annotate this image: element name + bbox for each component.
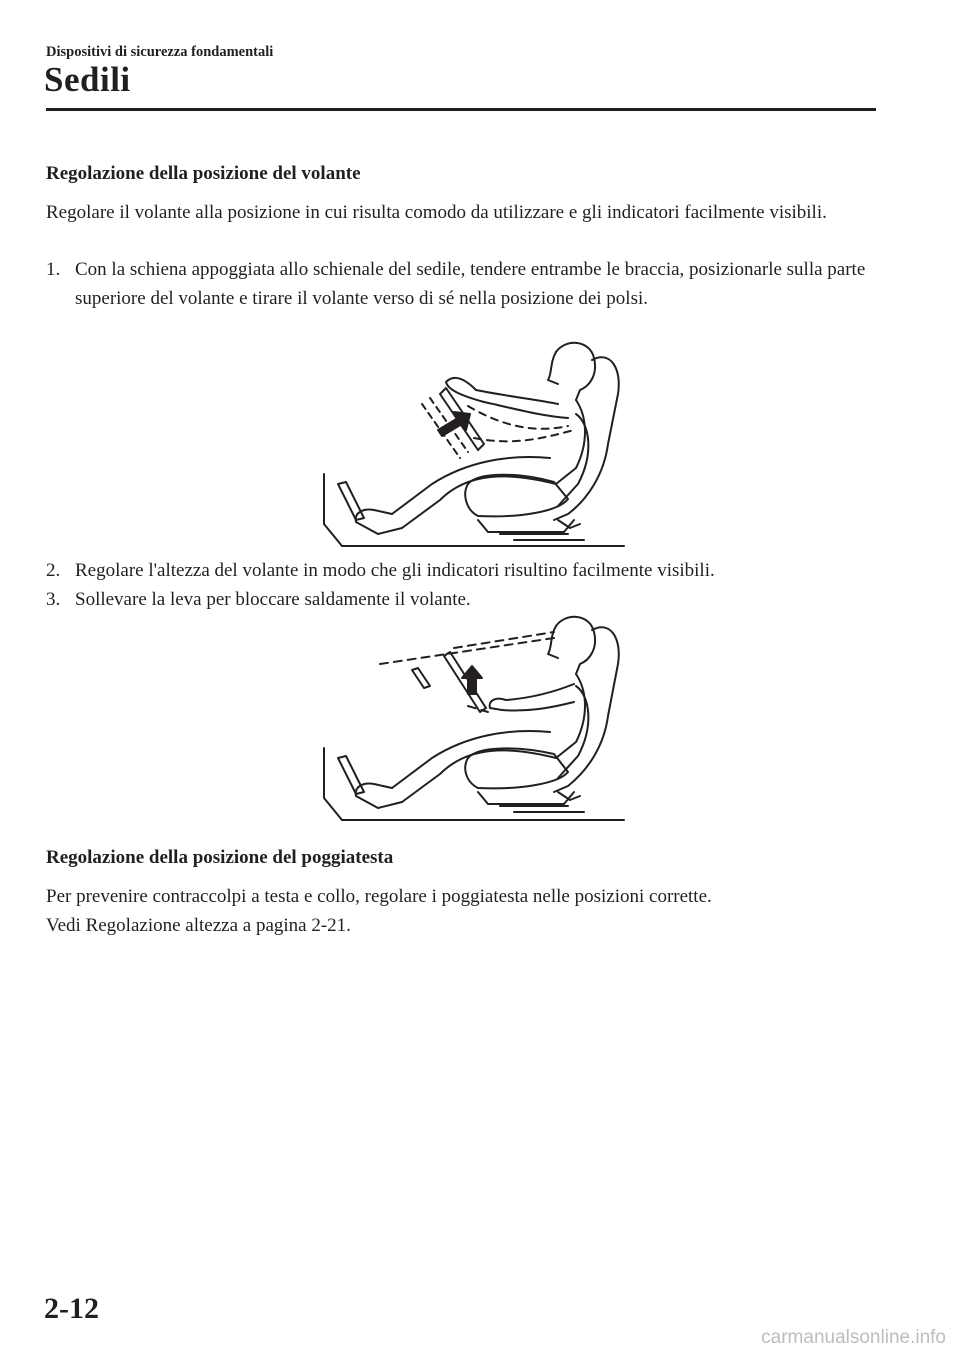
step-2 bbox=[46, 557, 886, 586]
figure-steering-height bbox=[318, 612, 628, 824]
steering-heading: Regolazione della posizione del volante bbox=[46, 163, 361, 184]
watermark: carmanualsonline.info bbox=[761, 1327, 946, 1348]
section-label: Dispositivi di sicurezza fondamentali bbox=[46, 44, 274, 60]
page-number: 2-12 bbox=[44, 1292, 99, 1325]
seat bbox=[465, 357, 619, 540]
headrest-text: Per prevenire contraccolpi a testa e collo, regolare i poggiatesta nelle posizioni corrette. bbox=[46, 886, 712, 907]
step-3 bbox=[46, 586, 886, 615]
step-text: Sollevare la leva per bloccare saldamente il volante. bbox=[75, 589, 471, 610]
step-number: 3. bbox=[46, 589, 61, 610]
pedal bbox=[338, 756, 364, 794]
pedal bbox=[338, 482, 364, 520]
figure-steering-pull bbox=[318, 334, 628, 550]
seat bbox=[465, 627, 619, 812]
step-number: 1. bbox=[46, 259, 61, 280]
title-rule bbox=[46, 108, 876, 111]
step-text: Con la schiena appoggiata allo schienale del sedile, tendere entrambe le braccia, posizionarle sulla parte superiore del volante e tirare il volante verso di sé nella posizione dei polsi. bbox=[75, 259, 866, 309]
step-text: Regolare l'altezza del volante in modo che gli indicatori risultino facilmente visibili. bbox=[75, 560, 715, 581]
step-number: 2. bbox=[46, 560, 61, 581]
steering-intro: Regolare il volante alla posizione in cui risulta comodo da utilizzare e gli indicatori facilmente visibili. bbox=[46, 202, 827, 223]
step-1 bbox=[46, 256, 886, 313]
headrest-page-ref: Vedi Regolazione altezza a pagina 2-21. bbox=[46, 915, 351, 936]
page-title: Sedili bbox=[44, 60, 131, 99]
headrest-heading: Regolazione della posizione del poggiatesta bbox=[46, 847, 394, 868]
